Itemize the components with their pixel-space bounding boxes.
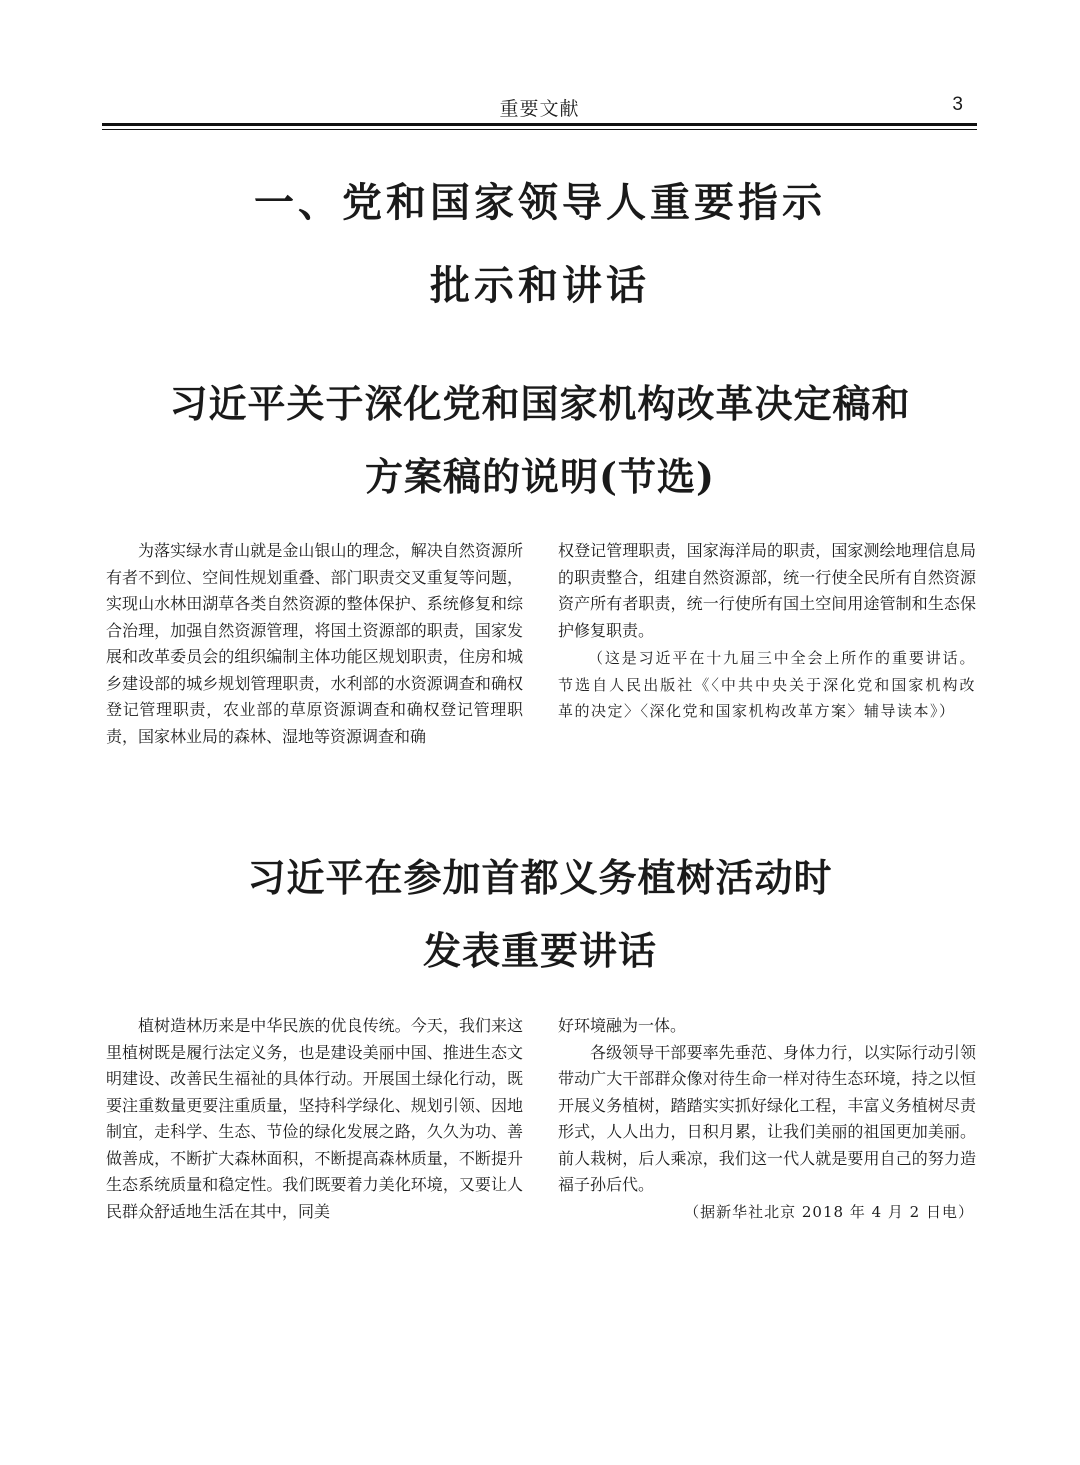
header-title: 重要文献 [499, 98, 580, 120]
section-title-line2: 批示和讲话 [430, 263, 650, 309]
article1-title-line1: 习近平关于深化党和国家机构改革决定稿和 [169, 381, 911, 426]
article2-paragraph: 植树造林历来是中华民族的优良传统。今天，我们来这里植树既是履行法定义务，也是建设美丽中国、推进生态文明建设、改善民生福祉的具体行动。开展国土绿化行动，既要注重数量更要注重质量，坚持科学绿化、规划引领、因地制宜，走科学、生态、节俭的绿化发展之路，久久为功、善做善成，不断扩大森林面积，不断提高森林质量，不断提升生态系统质量和稳定性。我们既要着力美化环境，又要让人民群众舒适地生活在其中，同美 [106, 1016, 523, 1221]
article1-paragraph: 为落实绿水青山就是金山银山的理念，解决自然资源所有者不到位、空间性规划重叠、部门职责交叉重复等问题，实现山水林田湖草各类自然资源的整体保护、系统修复和综合治理，加强自然资源管理，将国土资源部的职责，国家发展和改革委员会的组织编制主体功能区规划职责，住房和城乡建设部的城乡规划管理职责，水利部的水资源调查和确权登记管理职责，农业部的草原资源调查和确权登记管理职责，国家林业局的森林、湿地等资源调查和确 [106, 541, 523, 746]
page-number: 3 [952, 94, 963, 115]
section-title-line1: 一、党和国家领导人重要指示 [254, 180, 826, 226]
article1-right-column [558, 538, 976, 725]
article2-title-line1: 习近平在参加首都义务植树活动时 [247, 855, 833, 900]
article2-source: （据新华社北京 2018 年 4 月 2 日电） [684, 1202, 974, 1221]
article1-source-note: （这是习近平在十九届三中全会上所作的重要讲话。节选自人民出版社《〈中共中央关于深化党和国家机构改革的决定〉〈深化党和国家机构改革方案〉辅导读本》） [558, 649, 976, 720]
header-rule-thin [102, 129, 977, 130]
article2-title-line2: 发表重要讲话 [422, 928, 657, 973]
running-header [102, 90, 977, 126]
article1-title-line2: 方案稿的说明(节选) [365, 454, 715, 499]
article2-right-column [558, 1013, 976, 1225]
article2-paragraph-continued: 好环境融为一体。 [558, 1016, 687, 1035]
article2-left-column [106, 1013, 523, 1225]
article2-paragraph-2: 各级领导干部要率先垂范、身体力行，以实际行动引领带动广大干部群众像对待生命一样对待生态环境，持之以恒开展义务植树，踏踏实实抓好绿化工程，丰富义务植树尽责形式，人人出力，日积月累，让我们美丽的祖国更加美丽。前人栽树，后人乘凉，我们这一代人就是要用自己的努力造福子孙后代。 [558, 1042, 976, 1194]
header-rule-thick [102, 123, 977, 126]
article1-paragraph-continued: 权登记管理职责，国家海洋局的职责，国家测绘地理信息局的职责整合，组建自然资源部，统一行使全民所有自然资源资产所有者职责，统一行使所有国土空间用途管制和生态保护修复职责。 [558, 541, 976, 640]
article1-left-column [106, 538, 523, 750]
